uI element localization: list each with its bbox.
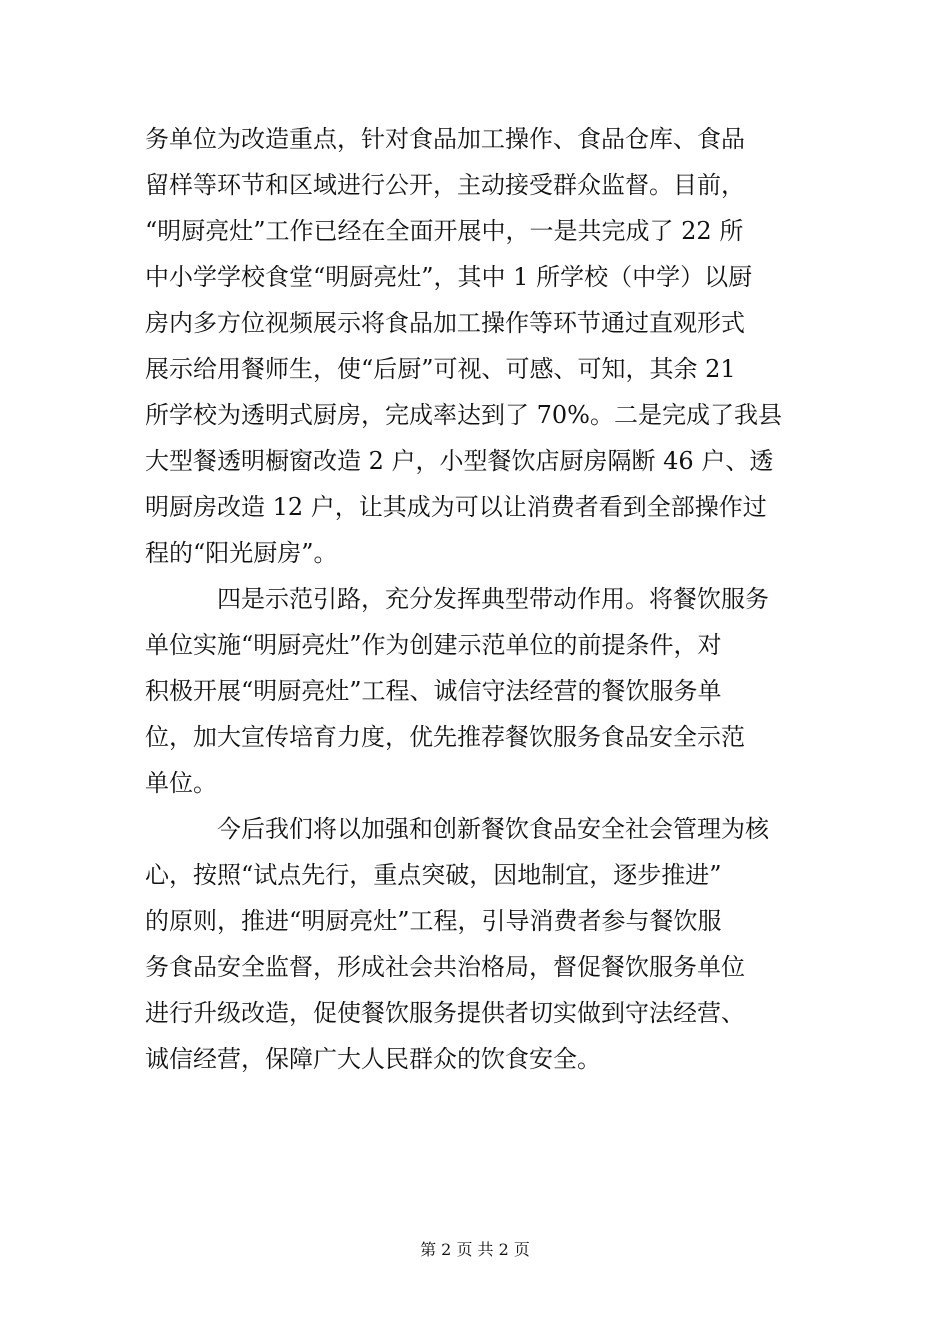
text-line-5: 房内多方位视频展示将食品加工操作等环节通过直观形式	[145, 309, 745, 337]
text-line-8: 大型餐透明橱窗改造 2 户，小型餐饮店厨房隔断 46 户、透	[145, 447, 774, 475]
text-line-13: 积极开展“明厨亮灶”工程、诚信守法经营的餐饮服务单	[145, 677, 722, 705]
page-number-footer: 第 2 页 共 2 页	[420, 1240, 530, 1259]
text-line-20: 进行升级改造，促使餐饮服务提供者切实做到守法经营、	[145, 999, 745, 1027]
text-line-16: 今后我们将以加强和创新餐饮食品安全社会管理为核	[217, 815, 769, 843]
text-line-9: 明厨房改造 12 户，让其成为可以让消费者看到全部操作过	[145, 493, 767, 521]
text-line-3: “明厨亮灶”工作已经在全面开展中，一是共完成了 22 所	[145, 217, 744, 245]
text-line-14: 位，加大宣传培育力度，优先推荐餐饮服务食品安全示范	[145, 723, 745, 751]
text-line-1: 务单位为改造重点，针对食品加工操作、食品仓库、食品	[145, 125, 745, 153]
text-line-6: 展示给用餐师生，使“后厨”可视、可感、可知，其余 21	[145, 355, 736, 383]
text-line-12: 单位实施“明厨亮灶”作为创建示范单位的前提条件，对	[145, 631, 722, 659]
text-line-19: 务食品安全监督，形成社会共治格局，督促餐饮服务单位	[145, 953, 745, 981]
text-line-18: 的原则，推进“明厨亮灶”工程，引导消费者参与餐饮服	[145, 907, 722, 935]
text-line-2: 留样等环节和区域进行公开，主动接受群众监督。目前，	[145, 171, 745, 199]
text-line-4: 中小学学校食堂“明厨亮灶”，其中 1 所学校（中学）以厨	[145, 263, 753, 291]
text-line-15: 单位。	[145, 769, 217, 797]
text-line-21: 诚信经营，保障广大人民群众的饮食安全。	[145, 1045, 601, 1073]
text-line-11: 四是示范引路，充分发挥典型带动作用。将餐饮服务	[217, 585, 769, 613]
text-line-10: 程的“阳光厨房”。	[145, 539, 338, 567]
text-line-17: 心，按照“试点先行，重点突破，因地制宜，逐步推进”	[145, 861, 722, 889]
text-line-7: 所学校为透明式厨房，完成率达到了 70%。二是完成了我县	[145, 401, 782, 429]
